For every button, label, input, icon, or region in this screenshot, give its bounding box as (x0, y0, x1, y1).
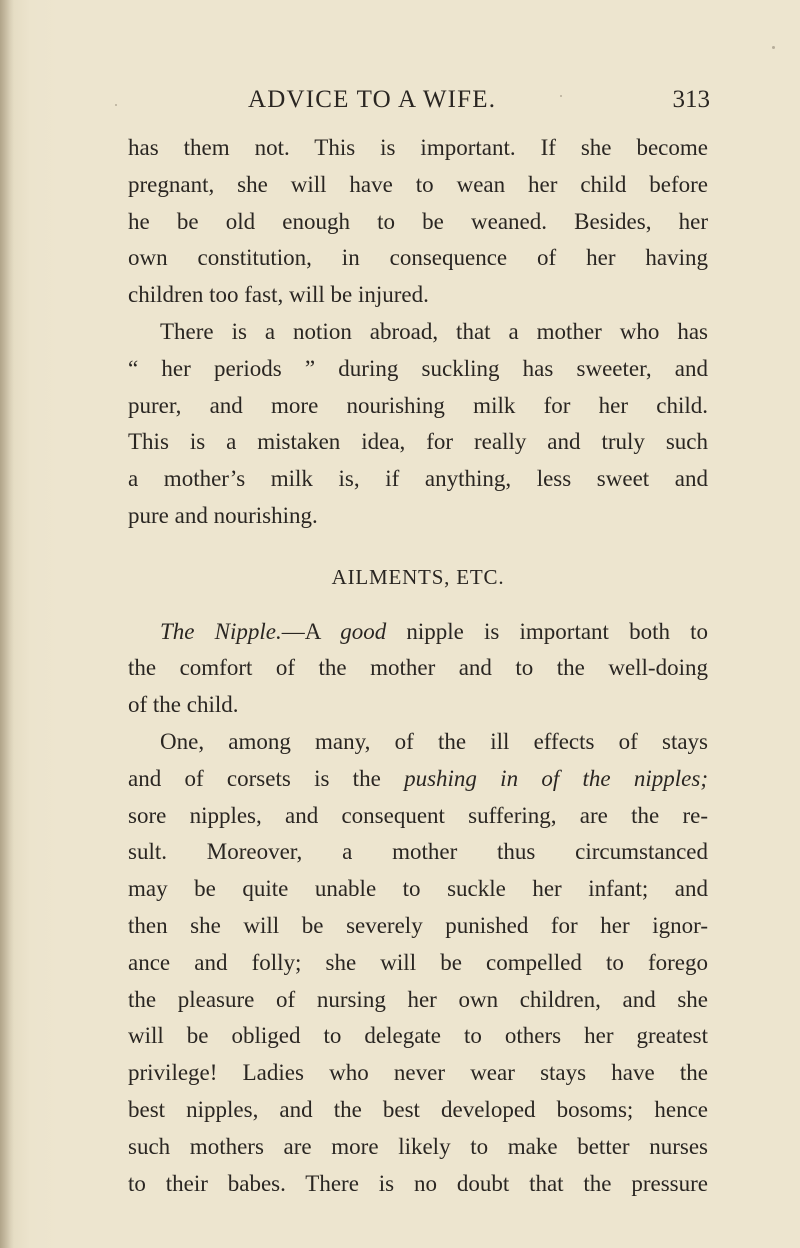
gutter-shadow (0, 0, 14, 1248)
text-line: purer, and more nourishing milk for her child. (128, 392, 708, 418)
paper-speck (115, 104, 117, 106)
text-line (128, 614, 708, 651)
body-text (128, 130, 708, 1202)
running-head (240, 86, 710, 120)
text-run: nipple is important both to (406, 618, 709, 644)
paragraph-notion (128, 314, 708, 535)
text-run: and of corsets is the (128, 765, 381, 791)
text-line (128, 761, 708, 798)
paragraph-stays (128, 724, 708, 1202)
text-line: to their babes. There is no doubt that the pressure (128, 1170, 708, 1196)
text-line: privilege! Ladies who never wear stays have the (128, 1060, 708, 1086)
text-line: of the child. (128, 692, 239, 718)
text-line: such mothers are more likely to make better nurses (128, 1133, 708, 1159)
paper-speck (560, 95, 562, 97)
text-line: may be quite unable to suckle her infant; and (128, 876, 708, 902)
paragraph-nipple (128, 614, 708, 724)
emphasis: good (340, 618, 387, 644)
emphasis: pushing in of the nipples; (404, 765, 708, 791)
text-line: a mother’s milk is, if anything, less sweet and (128, 466, 708, 492)
running-title: ADVICE TO A WIFE. (248, 86, 497, 113)
text-line: has them not. This is important. If she become (128, 135, 708, 160)
text-line: sult. Moreover, a mother thus circumstanced (128, 839, 708, 865)
text-line: ance and folly; she will be compelled to forego (128, 949, 708, 975)
text-line: children too fast, will be injured. (128, 282, 429, 308)
em-dash: — (281, 618, 305, 644)
paper-speck (772, 46, 775, 49)
section-heading: AILMENTS, ETC. (331, 564, 505, 589)
page-number: 313 (672, 86, 710, 113)
paragraph-continuation (128, 130, 708, 314)
text-line: will be obliged to delegate to others her greatest (128, 1023, 708, 1049)
text-line: the pleasure of nursing her own children, and she (128, 986, 708, 1012)
text-line: sore nipples, and consequent suffering, are the re- (128, 802, 708, 828)
text-line: One, among many, of the ill effects of stays (160, 728, 708, 754)
subsection-title: The Nipple. (160, 618, 282, 644)
text-run: A (304, 618, 321, 644)
text-line: This is a mistaken idea, for really and truly such (128, 429, 708, 455)
text-line: best nipples, and the best developed bosoms; hence (128, 1096, 708, 1122)
text-line: There is a notion abroad, that a mother who has (160, 318, 708, 344)
text-line: then she will be severely punished for her ignor- (128, 912, 708, 938)
text-line: he be old enough to be weaned. Besides, her (128, 208, 708, 234)
text-line: pregnant, she will have to wean her child before (128, 171, 708, 197)
text-line: the comfort of the mother and to the well-doing (128, 655, 708, 681)
text-line: pure and nourishing. (128, 502, 318, 528)
text-line: “ her periods ” during suckling has sweeter, and (128, 355, 708, 381)
text-line: own constitution, in consequence of her having (128, 245, 708, 271)
